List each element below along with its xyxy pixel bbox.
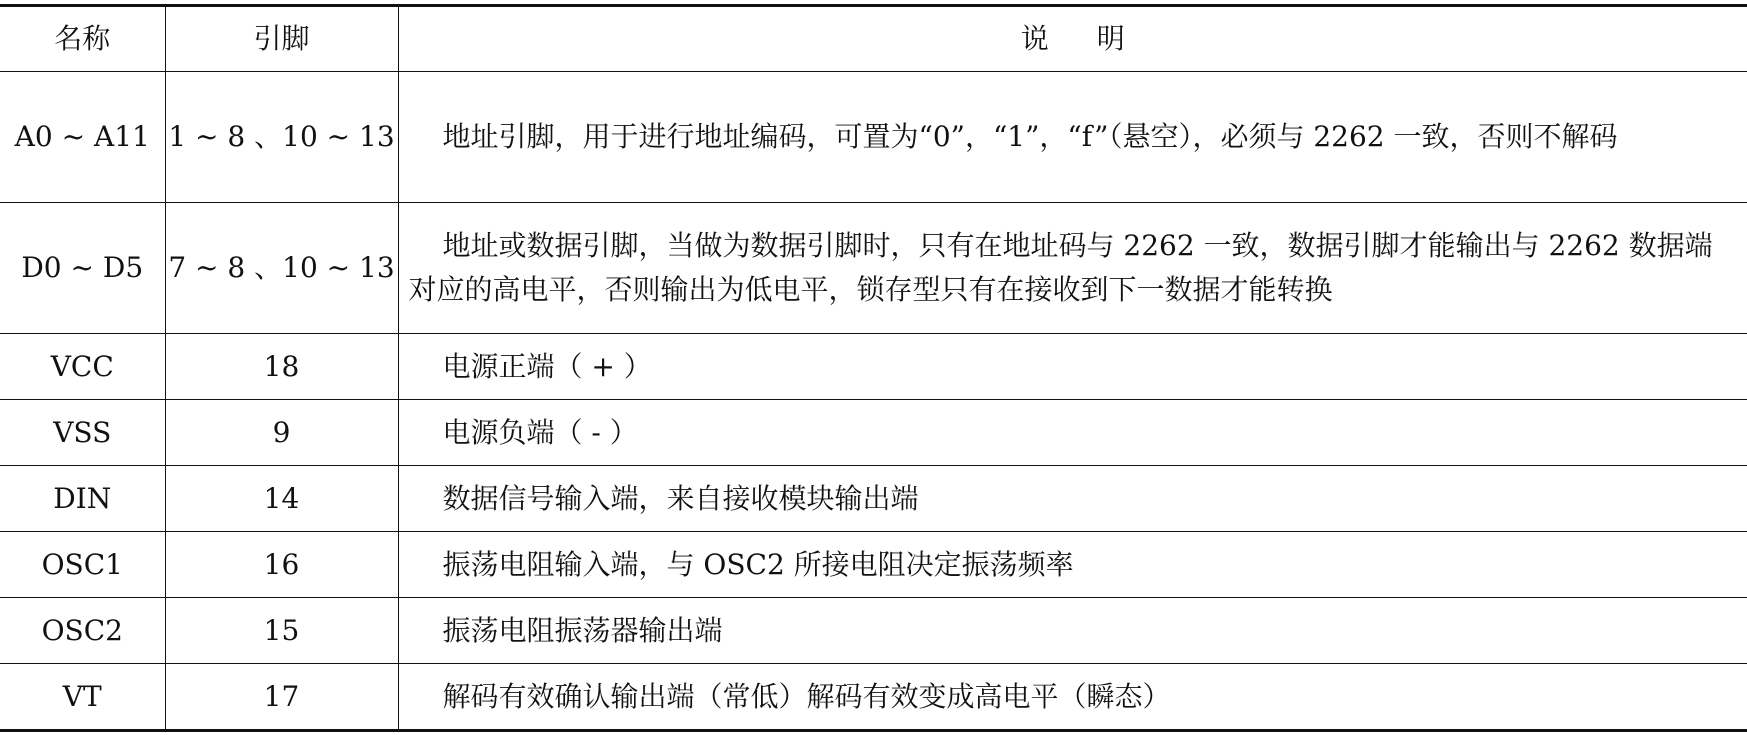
pin-description-table-container bbox=[0, 4, 1747, 732]
table-row bbox=[0, 466, 1747, 532]
cell-pin: 17 bbox=[165, 664, 398, 731]
cell-name: OSC1 bbox=[0, 532, 165, 598]
cell-name: VT bbox=[0, 664, 165, 731]
header-description-text: 说明 bbox=[1020, 22, 1173, 55]
cell-description bbox=[398, 400, 1747, 466]
table-row bbox=[0, 203, 1747, 334]
table-row bbox=[0, 334, 1747, 400]
description-text: 振荡电阻振荡器输出端 bbox=[442, 613, 723, 647]
cell-name: A0 ~ A11 bbox=[0, 72, 165, 203]
table-row bbox=[0, 598, 1747, 664]
table-row bbox=[0, 664, 1747, 731]
cell-pin: 7 ~ 8 、10 ~ 13 bbox=[165, 203, 398, 334]
cell-pin: 9 bbox=[165, 400, 398, 466]
description-text: 地址引脚，用于进行地址编码，可置为“0”，“1”，“f”（悬空），必须与 2262 一致，否则不解码 bbox=[442, 120, 1618, 153]
table-header bbox=[0, 6, 1747, 72]
cell-pin: 1 ~ 8 、10 ~ 13 bbox=[165, 72, 398, 203]
cell-name: VCC bbox=[0, 334, 165, 400]
description-text: 数据信号输入端，来自接收模块输出端 bbox=[442, 481, 919, 515]
table-row bbox=[0, 532, 1747, 598]
table-row bbox=[0, 400, 1747, 466]
description-text: 振荡电阻输入端，与 OSC2 所接电阻决定振荡频率 bbox=[442, 547, 1074, 581]
header-pin: 引脚 bbox=[165, 6, 398, 72]
header-description bbox=[398, 6, 1747, 72]
cell-pin: 16 bbox=[165, 532, 398, 598]
cell-pin: 18 bbox=[165, 334, 398, 400]
cell-description bbox=[398, 664, 1747, 731]
cell-description bbox=[398, 203, 1747, 334]
cell-description bbox=[398, 466, 1747, 532]
cell-description bbox=[398, 72, 1747, 203]
cell-description bbox=[398, 532, 1747, 598]
header-name: 名称 bbox=[0, 6, 165, 72]
cell-name: VSS bbox=[0, 400, 165, 466]
description-text: 电源负端（ - ） bbox=[442, 415, 638, 449]
cell-name: DIN bbox=[0, 466, 165, 532]
cell-description bbox=[398, 334, 1747, 400]
table-body bbox=[0, 72, 1747, 731]
cell-pin: 14 bbox=[165, 466, 398, 532]
cell-name: D0 ~ D5 bbox=[0, 203, 165, 334]
table-row bbox=[0, 72, 1747, 203]
description-text: 地址或数据引脚，当做为数据引脚时，只有在地址码与 2262 一致，数据引脚才能输出与 2262 数据端对应的高电平，否则输出为低电平，锁存型只有在接收到下一数据才能转换 bbox=[408, 229, 1713, 306]
cell-name: OSC2 bbox=[0, 598, 165, 664]
pin-description-table bbox=[0, 4, 1747, 732]
cell-pin: 15 bbox=[165, 598, 398, 664]
header-row bbox=[0, 6, 1747, 72]
description-text: 电源正端（ + ） bbox=[442, 349, 652, 383]
cell-description bbox=[398, 598, 1747, 664]
description-text: 解码有效确认输出端（常低）解码有效变成高电平（瞬态） bbox=[442, 679, 1171, 713]
